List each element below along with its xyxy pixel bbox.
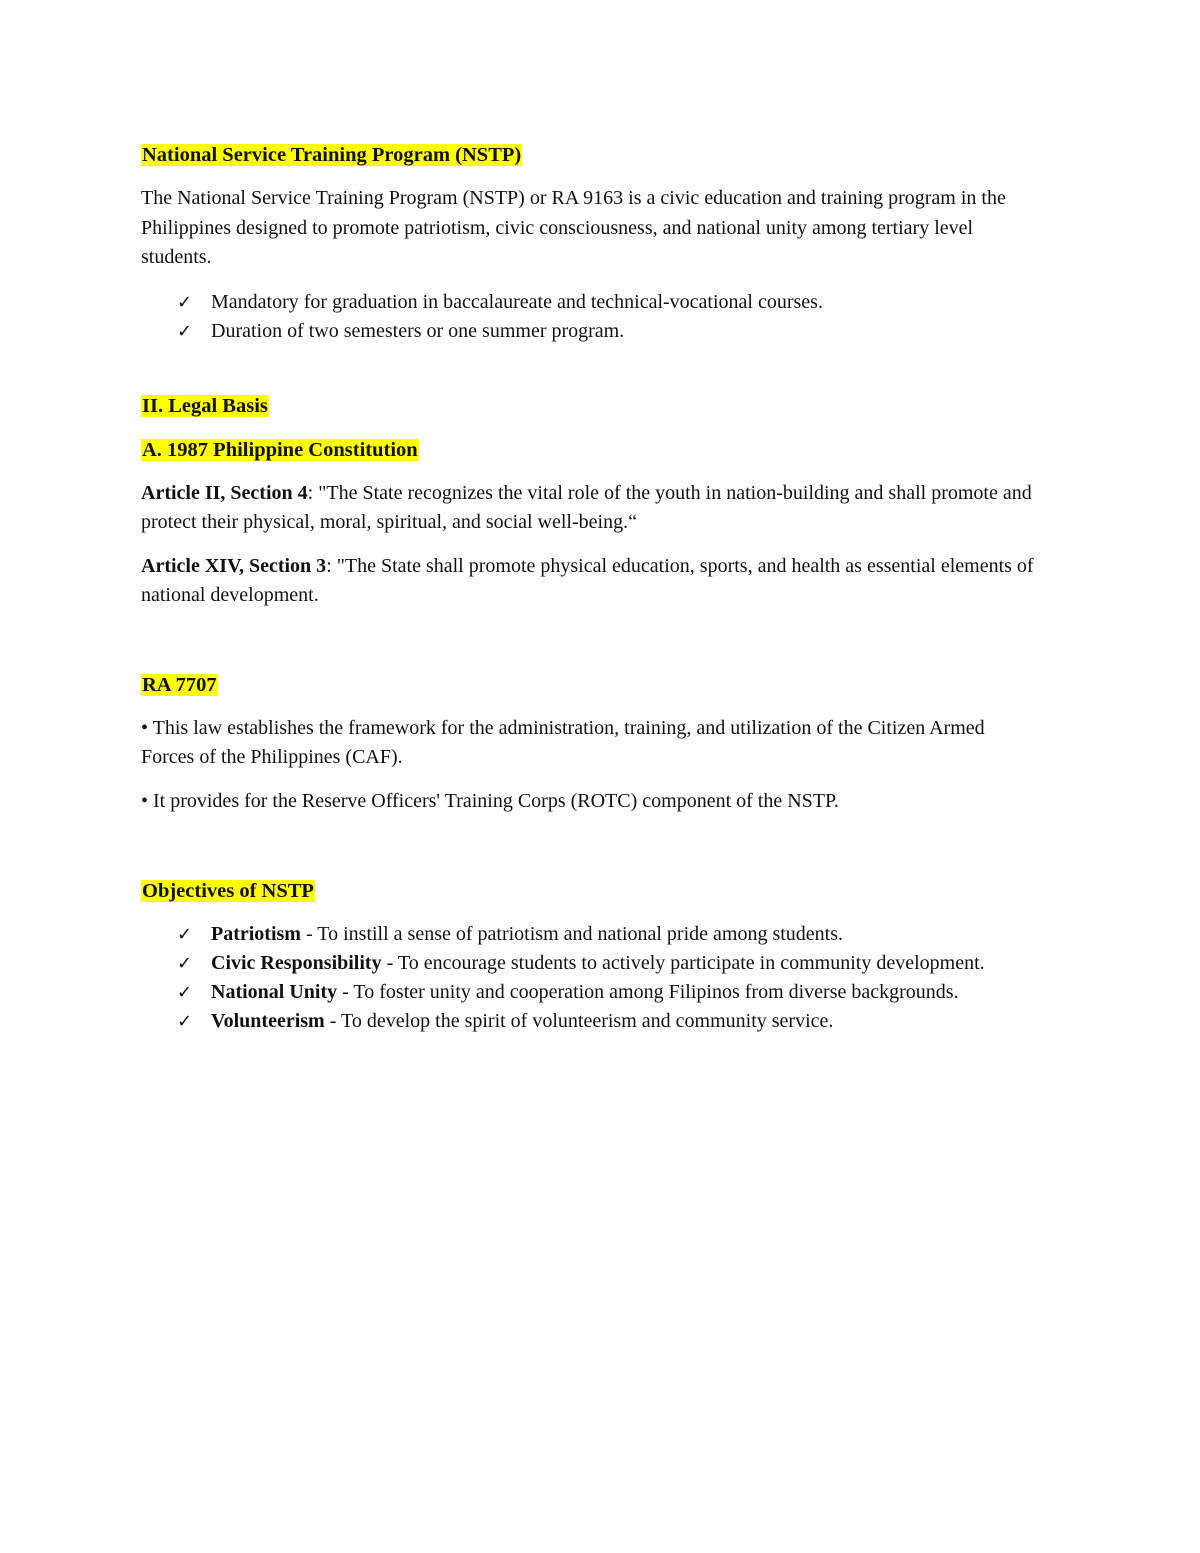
article-xiv-label: Article XIV, Section 3 xyxy=(141,554,327,577)
list-item xyxy=(141,1007,1041,1036)
intro-heading xyxy=(141,140,1041,170)
objective-label: Volunteerism xyxy=(211,1010,325,1032)
objective-label: Patriotism xyxy=(211,923,301,945)
objectives-title: Objectives of NSTP xyxy=(142,880,314,902)
ra7707-bullet-1: • This law establishes the framework for the administration, training, and utilization of the Citizen Armed Forces of the Philippines (CAF). xyxy=(141,716,985,768)
constitution-title: A. 1987 Philippine Constitution xyxy=(142,438,418,461)
list-item xyxy=(141,920,1041,949)
article-xiv-paragraph xyxy=(141,552,1041,611)
check-icon: ✓ xyxy=(177,1011,193,1032)
legal-heading xyxy=(141,391,1041,421)
check-icon: ✓ xyxy=(177,982,193,1003)
intro-check-list xyxy=(141,288,1041,346)
list-item-text: Mandatory for graduation in baccalaureate and technical-vocational courses. xyxy=(211,290,823,313)
article-ii-text: : "The State recognizes the vital role of the youth in nation-building and shall promote and protect their physical, moral, spiritual, and social well-being.“ xyxy=(141,481,1032,533)
list-item xyxy=(141,317,1041,346)
article-ii-paragraph xyxy=(141,479,1041,538)
objective-text: - To develop the spirit of volunteerism and community service. xyxy=(324,1010,834,1032)
article-xiv-text: : "The State shall promote physical education, sports, and health as essential elements of national development. xyxy=(141,554,1034,606)
objective-text: - To encourage students to actively participate in community development. xyxy=(381,952,985,974)
article-ii-label: Article II, Section 4 xyxy=(141,481,308,504)
ra7707-bullet-2: • It provides for the Reserve Officers' Training Corps (ROTC) component of the NSTP. xyxy=(141,789,839,812)
objectives-heading xyxy=(141,876,1041,906)
list-item xyxy=(141,288,1041,317)
document-page xyxy=(141,140,1041,1036)
list-item-text: Duration of two semesters or one summer program. xyxy=(211,319,625,342)
intro-title: National Service Training Program (NSTP) xyxy=(142,144,522,166)
objective-label: National Unity xyxy=(211,981,338,1003)
legal-title: II. Legal Basis xyxy=(142,394,268,417)
list-item xyxy=(141,949,1041,978)
check-icon: ✓ xyxy=(177,320,193,342)
objectives-list xyxy=(141,920,1041,1036)
constitution-heading xyxy=(141,435,1041,465)
check-icon: ✓ xyxy=(177,953,193,974)
list-item xyxy=(141,978,1041,1007)
intro-paragraph: The National Service Training Program (NSTP) or RA 9163 is a civic education and training program in the Philippines designed to promote patriotism, civic consciousness, and national unity among tertiary level students. xyxy=(141,187,1006,268)
check-icon: ✓ xyxy=(177,924,193,945)
objective-text: - To foster unity and cooperation among Filipinos from diverse backgrounds. xyxy=(337,981,959,1003)
ra7707-heading xyxy=(141,670,1041,700)
ra7707-title: RA 7707 xyxy=(142,673,217,696)
check-icon: ✓ xyxy=(177,291,193,313)
objective-label: Civic Responsibility xyxy=(211,952,382,974)
objective-text: - To instill a sense of patriotism and national pride among students. xyxy=(300,923,844,945)
